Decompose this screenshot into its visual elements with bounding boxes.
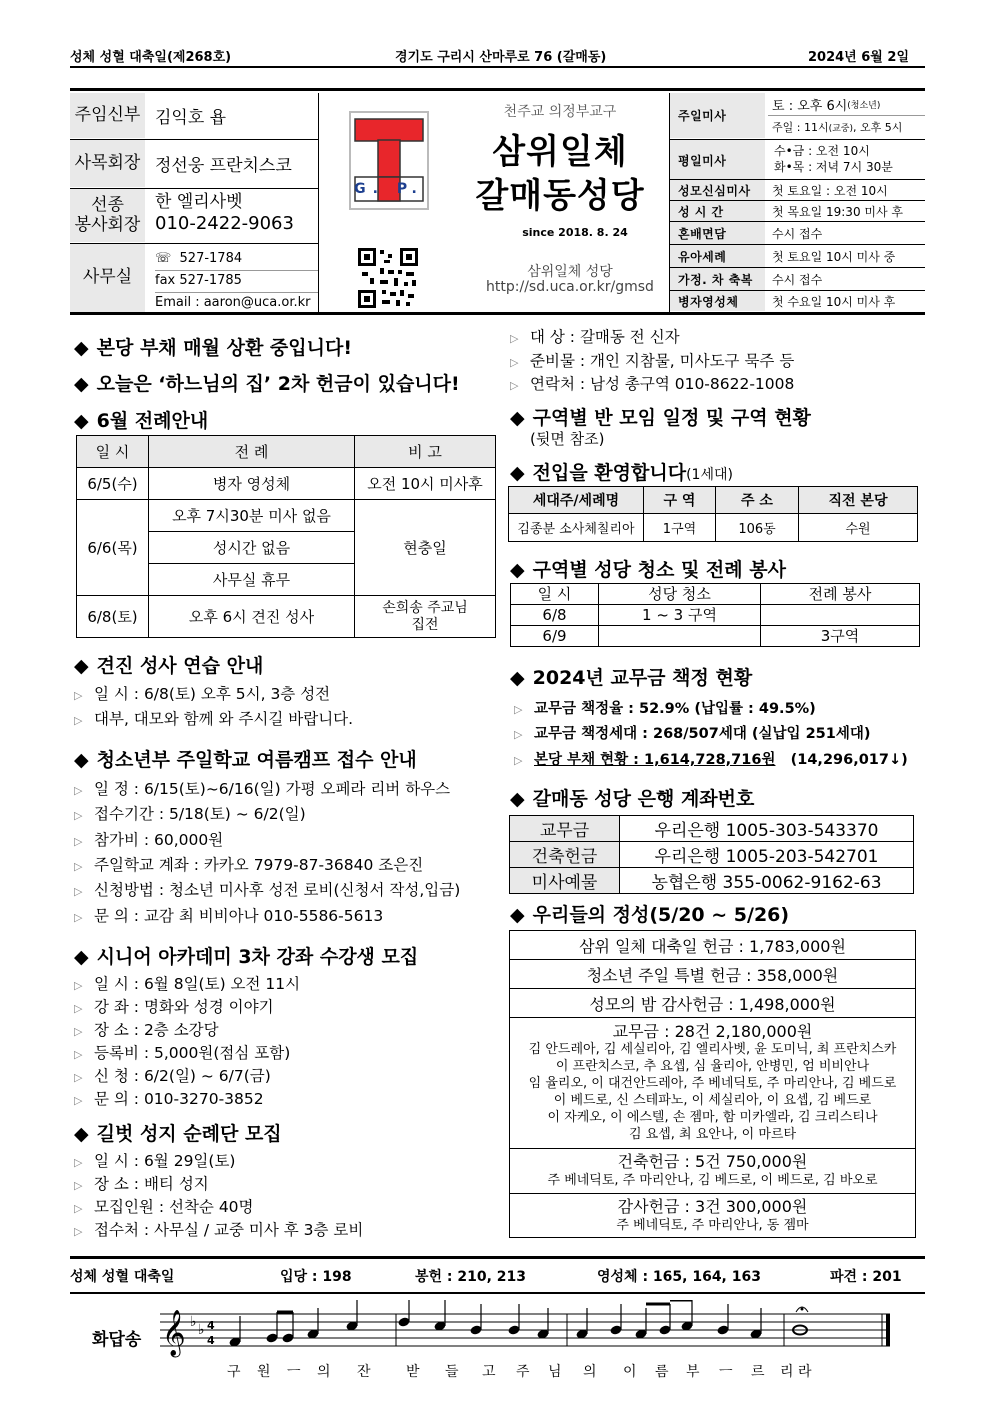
office-email: Email : aaron@uca.or.kr	[155, 295, 311, 310]
dues-item	[514, 697, 816, 718]
parish-logo	[349, 111, 429, 210]
qr-code-icon	[358, 248, 418, 308]
cleaning-cell: 6/8	[511, 605, 599, 626]
bullet-icon: ▷	[74, 1002, 83, 1015]
women-label-line1: 선종	[91, 194, 124, 215]
sunday-mass-label: 주일미사	[670, 93, 765, 138]
lit-cell: 현충일	[355, 500, 496, 596]
bullet-item	[74, 1218, 363, 1240]
bullet-icon: ▷	[74, 979, 83, 992]
dues-heading: ◆ 2024년 교무금 책정 현황	[510, 667, 753, 689]
bank-account: 우리은행 1005-203-542701	[620, 842, 914, 868]
mass-row-value: 첫 목요일 19:30 미사 후	[772, 204, 903, 219]
bullet-icon: ▷	[510, 379, 519, 392]
welcome-header: 세대주/세례명	[509, 487, 644, 514]
bullet-item	[510, 325, 680, 347]
weekday-mass-1: 수•금 : 오전 10시	[774, 144, 870, 158]
dues-name-line: 김 안드레아, 김 세실리아, 김 엘리사벳, 윤 도미닉, 최 프란치스카	[528, 1042, 897, 1057]
dues-item	[514, 722, 871, 743]
treble-clef-icon: 𝄞	[162, 1310, 186, 1356]
bullet-icon: ▷	[74, 834, 83, 848]
bullet-item	[74, 878, 460, 900]
bullet-text: 접수기간 : 5/18(토) ~ 6/2(일)	[94, 805, 306, 824]
bullet-text: 문 의 : 010-3270-3852	[94, 1090, 264, 1108]
divider	[155, 270, 318, 271]
lyric-syllable: 리	[780, 1364, 794, 1380]
offering-youth: 청소년 주일 특별 헌금 : 358,000원	[510, 960, 916, 989]
bank-account: 농협은행 355-0062-9162-63	[620, 868, 914, 894]
svg-text:♭: ♭	[190, 1314, 197, 1330]
communion-hymn: 영성체 : 165, 164, 163	[597, 1269, 761, 1285]
bullet-item	[74, 853, 423, 875]
psalm-music-staff	[160, 1300, 895, 1368]
bullet-icon: ▷	[74, 1179, 83, 1192]
thanks-offering-names: 주 베네딕토, 주 마리안나, 동 젬마	[616, 1217, 809, 1233]
sat-mass-note: (청소년)	[847, 100, 881, 111]
issue-header-bar	[70, 44, 925, 66]
bank-table	[509, 815, 914, 894]
bank-label: 교무금	[510, 816, 620, 842]
offering-feast: 삼위 일체 대축일 헌금 : 1,783,000원	[510, 931, 916, 960]
bank-account: 우리은행 1005-303-543370	[620, 816, 914, 842]
mass-row-label: 성 시 간	[670, 201, 765, 221]
bullet-text: 대 상 : 갈매동 전 신자	[530, 328, 680, 346]
bullet-text: 장 소 : 2층 소강당	[94, 1021, 219, 1039]
bullet-text: 등록비 : 5,000원(점심 포함)	[94, 1044, 291, 1062]
cleaning-header: 전례 봉사	[761, 584, 920, 605]
bullet-text: 모집인원 : 선착순 40명	[94, 1198, 254, 1216]
lit-header: 일 시	[77, 436, 149, 468]
welcome-table	[508, 486, 918, 542]
sun-mass-evening: , 오후 5시	[853, 121, 903, 134]
lyric-syllable: ㅡ	[287, 1364, 301, 1380]
bullet-text: 신 청 : 6/2(일) ~ 6/7(금)	[94, 1067, 271, 1085]
council-label: 사목회장	[70, 140, 145, 187]
bullet-item	[510, 349, 794, 371]
bullet-item	[74, 904, 383, 926]
diocese-name: 천주교 의정부교구	[503, 104, 617, 120]
notice-debt: ◆ 본당 부채 매월 상환 중입니다!	[74, 337, 352, 359]
lyric-syllable: 구	[227, 1364, 241, 1380]
bullet-text: 연락처 : 남성 총구역 010-8622-1008	[530, 375, 795, 393]
hymn-numbers	[70, 1266, 925, 1286]
dues-name-line: 임 율리오, 이 대건안드레아, 주 베네딕토, 주 마리안나, 김 베드로	[528, 1076, 897, 1091]
sunday-mass-sat	[768, 93, 923, 115]
women-president-label	[70, 189, 145, 242]
women-president-name: 한 엘리사벳	[155, 192, 243, 212]
lyric-syllable: 르	[751, 1364, 765, 1380]
bullet-text: 접수처 : 사무실 / 교중 미사 후 3층 로비	[94, 1221, 364, 1239]
building-offering-title: 건축헌금 : 5건 750,000원	[617, 1152, 808, 1171]
cleaning-cell: 3구역	[761, 626, 920, 647]
bullet-icon: ▷	[510, 355, 519, 369]
lit-header: 전 례	[149, 436, 355, 468]
offering-mary: 성모의 밤 감사헌금 : 1,498,000원	[510, 989, 916, 1018]
bullet-icon: ▷	[74, 885, 83, 899]
bullet-text: 참가비 : 60,000원	[94, 830, 224, 849]
dues-text: 교무금 책정세대 : 268/507세대 (실납입 251세대)	[534, 726, 871, 742]
welcome-header: 구 역	[644, 487, 716, 514]
offerings-heading: ◆ 우리들의 정성(5/20 ~ 5/26)	[510, 904, 790, 926]
mass-row-value: 첫 수요일 10시 미사 후	[772, 294, 896, 309]
lyric-syllable: 라	[798, 1364, 812, 1380]
divider	[768, 115, 925, 116]
entrance-hymn: 입당 : 198	[280, 1269, 352, 1285]
district-meeting-note: (뒷면 참조)	[530, 430, 605, 448]
office-label: 사무실	[70, 244, 145, 312]
liturgy-table	[76, 435, 496, 638]
welcome-heading: ◆ 전입을 환영합니다(1세대)	[510, 462, 733, 484]
bullet-item	[74, 682, 330, 704]
bullet-item	[74, 972, 300, 994]
lyric-syllable: 님	[548, 1364, 562, 1380]
offering-building	[510, 1149, 916, 1194]
bullet-icon: ▷	[74, 713, 83, 727]
women-president-info	[155, 191, 294, 235]
divider	[155, 292, 318, 293]
lyric-syllable: 름	[655, 1364, 669, 1380]
office-phone: 527-1784	[179, 251, 243, 266]
dismissal-hymn: 파견 : 201	[830, 1269, 902, 1285]
offering-thanks	[510, 1194, 916, 1238]
dues-name-line: 김 요셉, 최 요안나, 이 마르타	[628, 1127, 797, 1142]
bullet-text: 대부, 대모와 함께 와 주시길 바랍니다.	[94, 709, 354, 728]
mass-row-label: 유아세례	[670, 245, 765, 267]
welcome-cell: 106동	[716, 514, 799, 542]
svg-text:4: 4	[207, 1334, 215, 1347]
bullet-item	[74, 1018, 219, 1040]
cleaning-cell: 1 ~ 3 구역	[599, 605, 761, 626]
offering-dues	[510, 1018, 916, 1149]
district-meeting-heading: ◆ 구역별 반 모임 일정 및 구역 현황	[510, 407, 811, 429]
bullet-item	[74, 828, 223, 850]
lit-cell: 오후 7시30분 미사 없음	[149, 500, 355, 532]
bullet-icon: ▷	[74, 910, 83, 924]
cleaning-table	[510, 583, 920, 647]
women-label-line2: 봉사회장	[74, 214, 141, 235]
bullet-icon: ▷	[74, 859, 83, 873]
bullet-icon: ▷	[514, 703, 523, 716]
divider	[318, 93, 319, 312]
mass-row-label: 혼배면담	[670, 222, 765, 244]
welcome-header: 주 소	[716, 487, 799, 514]
bullet-item	[74, 1195, 254, 1217]
bullet-item	[74, 1064, 271, 1086]
council-president: 정선웅 프란치스코	[155, 156, 292, 176]
lyric-syllable: 고	[482, 1364, 496, 1380]
welcome-cell: 수원	[799, 514, 918, 542]
lyric-syllable: 의	[317, 1364, 331, 1380]
mass-row-value: 첫 토요일 : 오전 10시	[772, 183, 888, 198]
dues-offering-names	[510, 1041, 915, 1143]
lit-cell: 손희송 주교님 집전	[355, 596, 496, 638]
footer-feast: 성체 성혈 대축일	[70, 1269, 175, 1285]
thanks-offering-title: 감사헌금 : 3건 300,000원	[617, 1196, 808, 1216]
logo-letters: G. P.	[354, 181, 424, 197]
lyric-syllable: 의	[583, 1364, 597, 1380]
bullet-icon: ▷	[74, 1202, 83, 1215]
divider	[70, 312, 925, 315]
sat-mass-time: 토 : 오후 6시	[772, 98, 848, 114]
bullet-text: 문 의 : 교감 최 비비아나 010-5586-5613	[94, 906, 384, 925]
divider	[70, 66, 925, 68]
bullet-item	[74, 1172, 209, 1194]
office-fax: fax 527-1785	[155, 273, 242, 288]
divider	[70, 88, 925, 91]
sun-mass-time: 주일 : 11시	[772, 121, 829, 134]
bullet-item	[74, 1087, 264, 1109]
debt-amount: 본당 부채 현황 : 1,614,728,716원	[534, 752, 776, 768]
divider	[70, 1292, 925, 1294]
dues-name-line: 이 베드로, 신 스테파노, 이 세실리아, 이 요셉, 김 베드로	[553, 1093, 872, 1108]
lit-cell: 성시간 없음	[149, 532, 355, 564]
lyric-syllable: 부	[686, 1364, 700, 1380]
bullet-icon: ▷	[74, 809, 83, 823]
parish-address: 경기도 구리시 산마루로 76 (갈매동)	[395, 50, 607, 65]
svg-text:♭: ♭	[198, 1322, 205, 1338]
parish-url[interactable]: http://sd.uca.or.kr/gmsd	[486, 279, 654, 295]
bullet-text: 일 시 : 6월 29일(토)	[94, 1152, 236, 1170]
bullet-icon: ▷	[74, 1094, 83, 1107]
lit-cell: 사무실 휴무	[149, 564, 355, 596]
issue-date: 2024년 6월 2일	[808, 50, 909, 65]
lyric-syllable: 주	[516, 1364, 530, 1380]
notice-second-collection: ◆ 오늘은 ‘하느님의 집’ 2차 헌금이 있습니다!	[74, 373, 460, 395]
dues-name-line: 이 프란치스코, 추 요셉, 심 율리아, 안병민, 엄 비비안나	[555, 1059, 870, 1074]
lit-cell: 병자 영성체	[149, 468, 355, 500]
mass-row-label: 가정. 차 축복	[670, 268, 765, 290]
bank-heading: ◆ 갈매동 성당 은행 계좌번호	[510, 788, 755, 810]
bullet-text: 강 좌 : 명화와 성경 이야기	[94, 998, 274, 1016]
bank-label: 건축헌금	[510, 842, 620, 868]
qr-code[interactable]	[358, 248, 418, 308]
lit-cell: 6/5(수)	[77, 468, 149, 500]
mass-row-value: 첫 토요일 10시 미사 중	[772, 249, 896, 264]
weekday-mass-times	[774, 143, 893, 175]
psalm-label: 화답송	[92, 1330, 142, 1350]
mass-row-label: 병자영성체	[670, 291, 765, 311]
building-offering-names: 주 베네딕토, 주 마리안나, 김 베드로, 이 베드로, 김 바오로	[547, 1173, 878, 1188]
bullet-text: 일 정 : 6/15(토)~6/16(일) 가평 오페라 리버 하우스	[94, 780, 451, 798]
offertory-hymn: 봉헌 : 210, 213	[415, 1269, 527, 1285]
bullet-icon: ▷	[514, 728, 523, 741]
lit-header: 비 고	[355, 436, 496, 468]
lit-cell: 6/6(목)	[77, 500, 149, 596]
weekday-mass-2: 화•목 : 저녁 7시 30분	[774, 160, 893, 174]
lit-cell: 6/8(토)	[77, 596, 149, 638]
bullet-text: 준비물 : 개인 지참물, 미사도구 묵주 등	[530, 351, 795, 370]
issue-title: 성체 성혈 대축일(제268호)	[70, 50, 232, 65]
psalm-lyrics	[160, 1361, 895, 1381]
bullet-item	[74, 802, 306, 824]
lit-cell: 오전 10시 미사후	[355, 468, 496, 500]
confirmation-heading: ◆ 견진 성사 연습 안내	[74, 655, 264, 677]
weekday-mass-label: 평일미사	[670, 140, 765, 180]
bullet-text: 주일학교 계좌 : 카카오 7979-87-36840 조은진	[94, 855, 424, 874]
welcome-cell: 김종분 소사체칠리아	[509, 514, 644, 542]
lyric-syllable: 받	[406, 1364, 420, 1380]
mass-row-value: 수시 접수	[772, 272, 823, 287]
lyric-syllable: 잔	[357, 1364, 371, 1380]
bullet-text: 장 소 : 배티 성지	[94, 1175, 209, 1193]
lyric-syllable: 들	[445, 1364, 459, 1380]
june-liturgy-heading: ◆ 6월 전례안내	[74, 410, 209, 432]
offerings-table	[509, 930, 916, 1238]
svg-text:4: 4	[207, 1319, 215, 1332]
lyric-syllable: 원	[257, 1364, 271, 1380]
summer-camp-heading: ◆ 청소년부 주일학교 여름캠프 접수 안내	[74, 749, 417, 771]
cleaning-cell: 6/9	[511, 626, 599, 647]
bullet-item	[74, 777, 450, 799]
welcome-header: 직전 본당	[799, 487, 918, 514]
bullet-item	[510, 372, 794, 394]
women-president-phone: 010-2422-9063	[155, 213, 294, 234]
pilgrimage-heading: ◆ 길벗 성지 순례단 모집	[74, 1123, 282, 1145]
bank-label: 미사예물	[510, 868, 620, 894]
bullet-icon: ▷	[74, 1025, 83, 1038]
bullet-icon: ▷	[510, 332, 519, 345]
bullet-item	[74, 1149, 235, 1171]
cleaning-header: 성당 청소	[599, 584, 761, 605]
site-name: 삼위일체 성당	[527, 264, 613, 280]
bullet-icon: ▷	[74, 1048, 83, 1061]
bullet-item	[74, 995, 274, 1017]
bullet-icon: ▷	[74, 1225, 83, 1238]
bullet-icon: ▷	[74, 784, 83, 797]
bullet-text: 일 시 : 6/8(토) 오후 5시, 3층 성전	[94, 685, 331, 703]
debt-reduction: (14,296,017↓)	[790, 752, 908, 768]
bullet-item	[74, 1041, 290, 1063]
office-contacts	[155, 248, 311, 314]
since-date: since 2018. 8. 24	[522, 226, 628, 239]
bullet-icon: ▷	[74, 1156, 83, 1169]
dues-text: 교무금 책정율 : 52.9% (납입률 : 49.5%)	[534, 701, 816, 717]
cleaning-header: 일 시	[511, 584, 599, 605]
phone-icon: ☏	[155, 251, 172, 266]
cleaning-heading: ◆ 구역별 성당 청소 및 전례 봉사	[510, 559, 786, 581]
psalm-notes	[228, 1300, 807, 1348]
bullet-icon: ▷	[74, 1071, 83, 1084]
welcome-cell: 1구역	[644, 514, 716, 542]
dues-offering-title: 교무금 : 28건 2,180,000원	[612, 1022, 813, 1041]
senior-academy-heading: ◆ 시니어 아카데미 3차 강좌 수강생 모집	[74, 946, 419, 968]
parish-name-1: 삼위일체	[492, 132, 628, 172]
cleaning-cell	[599, 626, 761, 647]
lyric-syllable: 이	[623, 1364, 637, 1380]
pastor-name: 김익호 욥	[155, 108, 227, 128]
bullet-text: 일 시 : 6월 8일(토) 오전 11시	[94, 975, 301, 993]
divider	[70, 1256, 925, 1259]
mass-row-label: 성모신심미사	[670, 180, 765, 200]
dues-name-line: 이 자케오, 이 에스텔, 손 젬마, 함 미카엘라, 김 크리스티나	[547, 1110, 878, 1125]
sunday-mass-sun	[768, 116, 923, 138]
mass-row-value: 수시 접수	[772, 226, 823, 241]
sun-mass-note: (교중)	[828, 123, 853, 134]
parish-name-2: 갈매동성당	[475, 176, 645, 216]
debt-status: ▷ 본당 부채 현황 : 1,614,728,716원 (14,296,017↓)	[514, 752, 908, 768]
lit-cell: 오후 6시 견진 성사	[149, 596, 355, 638]
bullet-icon: ▷	[74, 689, 83, 702]
cleaning-cell	[761, 605, 920, 626]
pastor-label: 주임신부	[70, 93, 145, 138]
bullet-item	[74, 707, 353, 729]
lyric-syllable: ㅡ	[719, 1364, 733, 1380]
bullet-text: 신청방법 : 청소년 미사후 성전 로비(신청서 작성,입금)	[94, 881, 461, 900]
